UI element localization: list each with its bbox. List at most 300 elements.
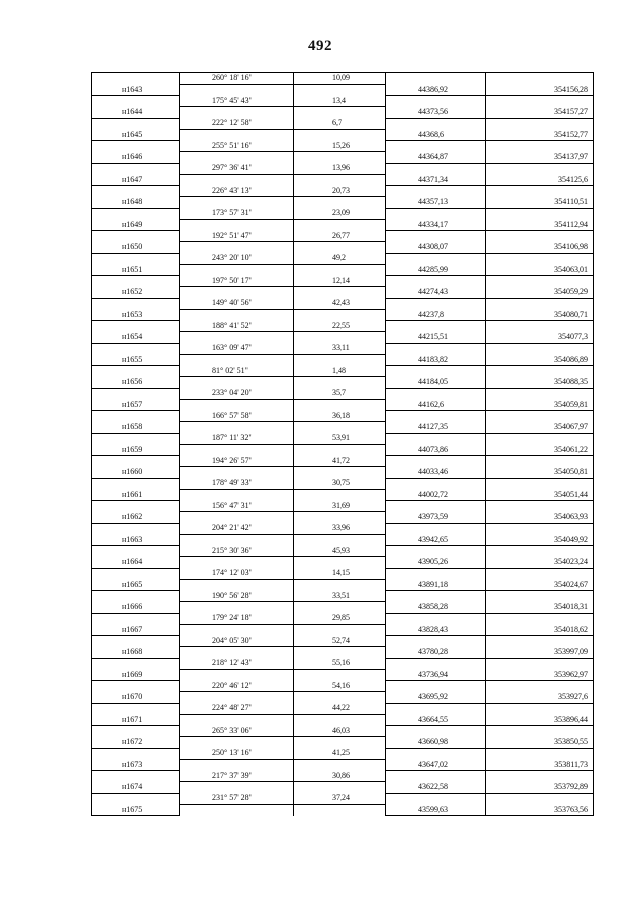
distance-cell xyxy=(294,557,386,568)
table-row-point xyxy=(92,759,594,770)
y-coordinate-cell xyxy=(486,568,594,579)
y-coordinate-cell: 354080,71 xyxy=(486,309,594,320)
y-coordinate-cell: 354137,97 xyxy=(486,152,594,163)
distance-cell xyxy=(294,377,386,388)
x-coordinate-cell xyxy=(386,748,486,759)
angle-cell: 220° 46' 12" xyxy=(180,681,294,692)
angle-cell xyxy=(180,647,294,658)
table-row-point xyxy=(92,624,594,635)
x-coordinate-cell: 44002,72 xyxy=(386,489,486,500)
point-cell xyxy=(92,208,180,219)
angle-cell: 149° 40' 56" xyxy=(180,298,294,309)
y-coordinate-cell xyxy=(486,748,594,759)
point-name-cell: н1659 xyxy=(92,444,180,455)
distance-cell xyxy=(294,264,386,275)
angle-cell: 226° 43' 13" xyxy=(180,186,294,197)
point-cell xyxy=(92,501,180,512)
distance-cell: 55,16 xyxy=(294,658,386,669)
distance-cell: 6,7 xyxy=(294,118,386,129)
distance-cell: 13,4 xyxy=(294,96,386,107)
point-name-cell: н1653 xyxy=(92,309,180,320)
y-coordinate-cell: 354157,27 xyxy=(486,107,594,118)
angle-cell xyxy=(180,782,294,793)
distance-cell: 41,25 xyxy=(294,748,386,759)
y-coordinate-cell xyxy=(486,546,594,557)
angle-cell xyxy=(180,444,294,455)
x-coordinate-cell xyxy=(386,343,486,354)
y-coordinate-cell xyxy=(486,636,594,647)
distance-cell xyxy=(294,422,386,433)
table-row-point xyxy=(92,399,594,410)
angle-cell xyxy=(180,804,294,815)
distance-cell: 42,43 xyxy=(294,298,386,309)
table-row-segment xyxy=(92,298,594,309)
table-row-segment xyxy=(92,343,594,354)
table-row-segment xyxy=(92,703,594,714)
distance-cell: 20,73 xyxy=(294,186,386,197)
point-cell xyxy=(92,478,180,489)
table-row-segment xyxy=(92,253,594,264)
distance-cell xyxy=(294,129,386,140)
x-coordinate-cell xyxy=(386,771,486,782)
x-coordinate-cell xyxy=(386,726,486,737)
distance-cell: 10,09 xyxy=(294,73,386,85)
x-coordinate-cell xyxy=(386,186,486,197)
y-coordinate-cell xyxy=(486,478,594,489)
angle-cell xyxy=(180,579,294,590)
y-coordinate-cell xyxy=(486,118,594,129)
x-coordinate-cell xyxy=(386,253,486,264)
point-name-cell: н1644 xyxy=(92,107,180,118)
distance-cell xyxy=(294,332,386,343)
y-coordinate-cell xyxy=(486,141,594,152)
table-row-segment xyxy=(92,658,594,669)
angle-cell: 260° 18' 16" xyxy=(180,73,294,85)
coordinates-table-container xyxy=(91,72,593,816)
table-row-segment xyxy=(92,726,594,737)
y-coordinate-cell: 353962,97 xyxy=(486,669,594,680)
point-cell xyxy=(92,388,180,399)
x-coordinate-cell xyxy=(386,208,486,219)
distance-cell: 15,26 xyxy=(294,141,386,152)
angle-cell xyxy=(180,467,294,478)
angle-cell xyxy=(180,107,294,118)
table-row-segment xyxy=(92,96,594,107)
angle-cell: 204° 21' 42" xyxy=(180,523,294,534)
angle-cell: 224° 48' 27" xyxy=(180,703,294,714)
distance-cell: 13,96 xyxy=(294,163,386,174)
distance-cell xyxy=(294,534,386,545)
distance-cell xyxy=(294,84,386,95)
distance-cell xyxy=(294,804,386,815)
y-coordinate-cell: 354051,44 xyxy=(486,489,594,500)
table-row-point xyxy=(92,152,594,163)
x-coordinate-cell xyxy=(386,568,486,579)
point-cell xyxy=(92,591,180,602)
table-row-point xyxy=(92,242,594,253)
x-coordinate-cell xyxy=(386,658,486,669)
point-cell xyxy=(92,276,180,287)
x-coordinate-cell: 44285,99 xyxy=(386,264,486,275)
point-name-cell: н1650 xyxy=(92,242,180,253)
y-coordinate-cell xyxy=(486,771,594,782)
point-cell xyxy=(92,726,180,737)
x-coordinate-cell xyxy=(386,681,486,692)
y-coordinate-cell: 353927,6 xyxy=(486,692,594,703)
x-coordinate-cell xyxy=(386,96,486,107)
angle-cell xyxy=(180,377,294,388)
x-coordinate-cell xyxy=(386,298,486,309)
table-row-point xyxy=(92,714,594,725)
angle-cell: 188° 41' 52" xyxy=(180,321,294,332)
distance-cell xyxy=(294,669,386,680)
angle-cell xyxy=(180,422,294,433)
point-name-cell: н1655 xyxy=(92,354,180,365)
table-row-point xyxy=(92,174,594,185)
distance-cell xyxy=(294,399,386,410)
table-row-segment xyxy=(92,276,594,287)
angle-cell xyxy=(180,219,294,230)
distance-cell xyxy=(294,692,386,703)
y-coordinate-cell: 353850,55 xyxy=(486,737,594,748)
angle-cell xyxy=(180,84,294,95)
x-coordinate-cell xyxy=(386,478,486,489)
distance-cell: 1,48 xyxy=(294,366,386,377)
angle-cell xyxy=(180,264,294,275)
y-coordinate-cell: 353997,09 xyxy=(486,647,594,658)
point-cell xyxy=(92,411,180,422)
y-coordinate-cell: 354077,3 xyxy=(486,332,594,343)
point-name-cell: н1671 xyxy=(92,714,180,725)
point-name-cell: н1651 xyxy=(92,264,180,275)
point-cell xyxy=(92,321,180,332)
point-name-cell: н1661 xyxy=(92,489,180,500)
angle-cell xyxy=(180,759,294,770)
point-cell xyxy=(92,568,180,579)
table-row-point xyxy=(92,647,594,658)
x-coordinate-cell: 43780,28 xyxy=(386,647,486,658)
distance-cell: 44,22 xyxy=(294,703,386,714)
table-row-segment xyxy=(92,186,594,197)
point-cell xyxy=(92,141,180,152)
angle-cell: 179° 24' 18" xyxy=(180,613,294,624)
point-cell xyxy=(92,96,180,107)
point-cell xyxy=(92,636,180,647)
distance-cell: 41,72 xyxy=(294,456,386,467)
x-coordinate-cell xyxy=(386,388,486,399)
distance-cell xyxy=(294,579,386,590)
table-row-point xyxy=(92,377,594,388)
point-cell xyxy=(92,681,180,692)
y-coordinate-cell xyxy=(486,726,594,737)
x-coordinate-cell xyxy=(386,591,486,602)
table-row-segment xyxy=(92,456,594,467)
table-row-segment xyxy=(92,411,594,422)
point-cell xyxy=(92,231,180,242)
angle-cell xyxy=(180,669,294,680)
y-coordinate-cell: 353811,73 xyxy=(486,759,594,770)
x-coordinate-cell: 44183,82 xyxy=(386,354,486,365)
distance-cell xyxy=(294,219,386,230)
table-row-point xyxy=(92,219,594,230)
x-coordinate-cell xyxy=(386,141,486,152)
distance-cell xyxy=(294,152,386,163)
angle-cell: 243° 20' 10" xyxy=(180,253,294,264)
distance-cell: 30,86 xyxy=(294,771,386,782)
angle-cell xyxy=(180,489,294,500)
table-row-point xyxy=(92,309,594,320)
distance-cell xyxy=(294,107,386,118)
y-coordinate-cell xyxy=(486,433,594,444)
distance-cell: 33,51 xyxy=(294,591,386,602)
table-row-point xyxy=(92,467,594,478)
y-coordinate-cell xyxy=(486,658,594,669)
x-coordinate-cell xyxy=(386,73,486,85)
distance-cell xyxy=(294,737,386,748)
y-coordinate-cell: 354106,98 xyxy=(486,242,594,253)
point-name-cell: н1675 xyxy=(92,804,180,815)
point-name-cell: н1647 xyxy=(92,174,180,185)
point-name-cell: н1649 xyxy=(92,219,180,230)
point-name-cell: н1643 xyxy=(92,84,180,95)
table-row-point xyxy=(92,782,594,793)
table-row-point xyxy=(92,84,594,95)
distance-cell: 12,14 xyxy=(294,276,386,287)
angle-cell: 197° 50' 17" xyxy=(180,276,294,287)
angle-cell xyxy=(180,534,294,545)
y-coordinate-cell xyxy=(486,163,594,174)
distance-cell: 37,24 xyxy=(294,793,386,804)
x-coordinate-cell: 43622,58 xyxy=(386,782,486,793)
angle-cell: 255° 51' 16" xyxy=(180,141,294,152)
y-coordinate-cell: 354049,92 xyxy=(486,534,594,545)
y-coordinate-cell: 354067,97 xyxy=(486,422,594,433)
point-cell xyxy=(92,433,180,444)
x-coordinate-cell: 44073,86 xyxy=(386,444,486,455)
table-row-point xyxy=(92,107,594,118)
x-coordinate-cell xyxy=(386,366,486,377)
distance-cell xyxy=(294,467,386,478)
y-coordinate-cell: 354125,6 xyxy=(486,174,594,185)
point-name-cell: н1667 xyxy=(92,624,180,635)
angle-cell: 81° 02' 51" xyxy=(180,366,294,377)
y-coordinate-cell: 354024,67 xyxy=(486,579,594,590)
table-row-point xyxy=(92,534,594,545)
point-cell xyxy=(92,253,180,264)
distance-cell xyxy=(294,174,386,185)
angle-cell xyxy=(180,624,294,635)
y-coordinate-cell: 354059,29 xyxy=(486,287,594,298)
x-coordinate-cell xyxy=(386,118,486,129)
distance-cell: 46,03 xyxy=(294,726,386,737)
point-cell xyxy=(92,343,180,354)
y-coordinate-cell xyxy=(486,411,594,422)
x-coordinate-cell xyxy=(386,456,486,467)
y-coordinate-cell: 354059,81 xyxy=(486,399,594,410)
y-coordinate-cell xyxy=(486,343,594,354)
distance-cell: 33,96 xyxy=(294,523,386,534)
y-coordinate-cell: 354018,31 xyxy=(486,602,594,613)
table-row-point xyxy=(92,287,594,298)
table-row-point xyxy=(92,332,594,343)
angle-cell: 166° 57' 58" xyxy=(180,411,294,422)
distance-cell: 31,69 xyxy=(294,501,386,512)
coordinates-table xyxy=(91,72,594,816)
x-coordinate-cell xyxy=(386,411,486,422)
point-name-cell: н1657 xyxy=(92,399,180,410)
point-name-cell: н1663 xyxy=(92,534,180,545)
angle-cell xyxy=(180,737,294,748)
x-coordinate-cell: 44162,6 xyxy=(386,399,486,410)
x-coordinate-cell xyxy=(386,433,486,444)
x-coordinate-cell: 44184,05 xyxy=(386,377,486,388)
angle-cell: 173° 57' 31" xyxy=(180,208,294,219)
distance-cell xyxy=(294,197,386,208)
y-coordinate-cell: 354112,94 xyxy=(486,219,594,230)
point-cell xyxy=(92,703,180,714)
x-coordinate-cell: 43647,02 xyxy=(386,759,486,770)
x-coordinate-cell: 44127,35 xyxy=(386,422,486,433)
y-coordinate-cell xyxy=(486,186,594,197)
y-coordinate-cell: 354050,81 xyxy=(486,467,594,478)
distance-cell: 14,15 xyxy=(294,568,386,579)
x-coordinate-cell xyxy=(386,501,486,512)
y-coordinate-cell: 354152,77 xyxy=(486,129,594,140)
table-row-point xyxy=(92,354,594,365)
distance-cell xyxy=(294,242,386,253)
table-row-point xyxy=(92,557,594,568)
point-name-cell: н1670 xyxy=(92,692,180,703)
table-row-segment xyxy=(92,501,594,512)
y-coordinate-cell xyxy=(486,276,594,287)
table-row-point xyxy=(92,692,594,703)
distance-cell: 26,77 xyxy=(294,231,386,242)
y-coordinate-cell: 354061,22 xyxy=(486,444,594,455)
angle-cell: 218° 12' 43" xyxy=(180,658,294,669)
angle-cell xyxy=(180,242,294,253)
distance-cell xyxy=(294,512,386,523)
table-row-point xyxy=(92,602,594,613)
x-coordinate-cell xyxy=(386,321,486,332)
angle-cell xyxy=(180,602,294,613)
x-coordinate-cell xyxy=(386,703,486,714)
x-coordinate-cell: 43828,43 xyxy=(386,624,486,635)
distance-cell: 53,91 xyxy=(294,433,386,444)
x-coordinate-cell: 44334,17 xyxy=(386,219,486,230)
table-row-segment xyxy=(92,433,594,444)
distance-cell xyxy=(294,647,386,658)
table-row-segment xyxy=(92,208,594,219)
y-coordinate-cell: 354023,24 xyxy=(486,557,594,568)
angle-cell: 250° 13' 16" xyxy=(180,748,294,759)
y-coordinate-cell xyxy=(486,703,594,714)
x-coordinate-cell xyxy=(386,793,486,804)
distance-cell: 36,18 xyxy=(294,411,386,422)
angle-cell xyxy=(180,152,294,163)
y-coordinate-cell xyxy=(486,523,594,534)
angle-cell: 190° 56' 28" xyxy=(180,591,294,602)
table-row-segment xyxy=(92,478,594,489)
distance-cell: 35,7 xyxy=(294,388,386,399)
angle-cell: 297° 36' 41" xyxy=(180,163,294,174)
y-coordinate-cell xyxy=(486,366,594,377)
point-cell xyxy=(92,366,180,377)
table-row-point xyxy=(92,512,594,523)
angle-cell xyxy=(180,557,294,568)
x-coordinate-cell: 44373,56 xyxy=(386,107,486,118)
distance-cell: 45,93 xyxy=(294,546,386,557)
y-coordinate-cell xyxy=(486,96,594,107)
y-coordinate-cell xyxy=(486,613,594,624)
y-coordinate-cell xyxy=(486,321,594,332)
y-coordinate-cell xyxy=(486,208,594,219)
distance-cell xyxy=(294,714,386,725)
y-coordinate-cell xyxy=(486,231,594,242)
table-row-point xyxy=(92,197,594,208)
angle-cell xyxy=(180,332,294,343)
point-cell xyxy=(92,118,180,129)
table-row-segment xyxy=(92,118,594,129)
angle-cell xyxy=(180,309,294,320)
distance-cell: 30,75 xyxy=(294,478,386,489)
x-coordinate-cell: 44308,07 xyxy=(386,242,486,253)
coordinates-table-body xyxy=(92,73,594,816)
y-coordinate-cell: 353896,44 xyxy=(486,714,594,725)
table-row-segment xyxy=(92,388,594,399)
x-coordinate-cell: 43599,63 xyxy=(386,804,486,815)
table-row-segment xyxy=(92,636,594,647)
y-coordinate-cell xyxy=(486,73,594,85)
x-coordinate-cell: 43891,18 xyxy=(386,579,486,590)
y-coordinate-cell: 354088,35 xyxy=(486,377,594,388)
y-coordinate-cell: 354063,93 xyxy=(486,512,594,523)
point-cell xyxy=(92,793,180,804)
y-coordinate-cell xyxy=(486,793,594,804)
point-cell xyxy=(92,523,180,534)
table-row-segment xyxy=(92,771,594,782)
angle-cell: 217° 37' 39" xyxy=(180,771,294,782)
point-name-cell: н1652 xyxy=(92,287,180,298)
point-name-cell: н1656 xyxy=(92,377,180,388)
y-coordinate-cell: 354156,28 xyxy=(486,84,594,95)
angle-cell xyxy=(180,692,294,703)
y-coordinate-cell: 353763,56 xyxy=(486,804,594,815)
point-name-cell: н1662 xyxy=(92,512,180,523)
angle-cell: 265° 33' 06" xyxy=(180,726,294,737)
distance-cell xyxy=(294,354,386,365)
x-coordinate-cell xyxy=(386,231,486,242)
angle-cell xyxy=(180,399,294,410)
distance-cell xyxy=(294,602,386,613)
x-coordinate-cell: 44274,43 xyxy=(386,287,486,298)
distance-cell: 49,2 xyxy=(294,253,386,264)
point-cell xyxy=(92,73,180,85)
y-coordinate-cell: 354110,51 xyxy=(486,197,594,208)
x-coordinate-cell: 43664,55 xyxy=(386,714,486,725)
point-cell xyxy=(92,298,180,309)
table-row-point xyxy=(92,737,594,748)
x-coordinate-cell: 44364,87 xyxy=(386,152,486,163)
x-coordinate-cell xyxy=(386,636,486,647)
table-row-segment xyxy=(92,748,594,759)
x-coordinate-cell xyxy=(386,276,486,287)
x-coordinate-cell: 44386,92 xyxy=(386,84,486,95)
angle-cell: 175° 45' 43" xyxy=(180,96,294,107)
table-row-segment xyxy=(92,568,594,579)
distance-cell: 54,16 xyxy=(294,681,386,692)
angle-cell: 156° 47' 31" xyxy=(180,501,294,512)
angle-cell xyxy=(180,354,294,365)
